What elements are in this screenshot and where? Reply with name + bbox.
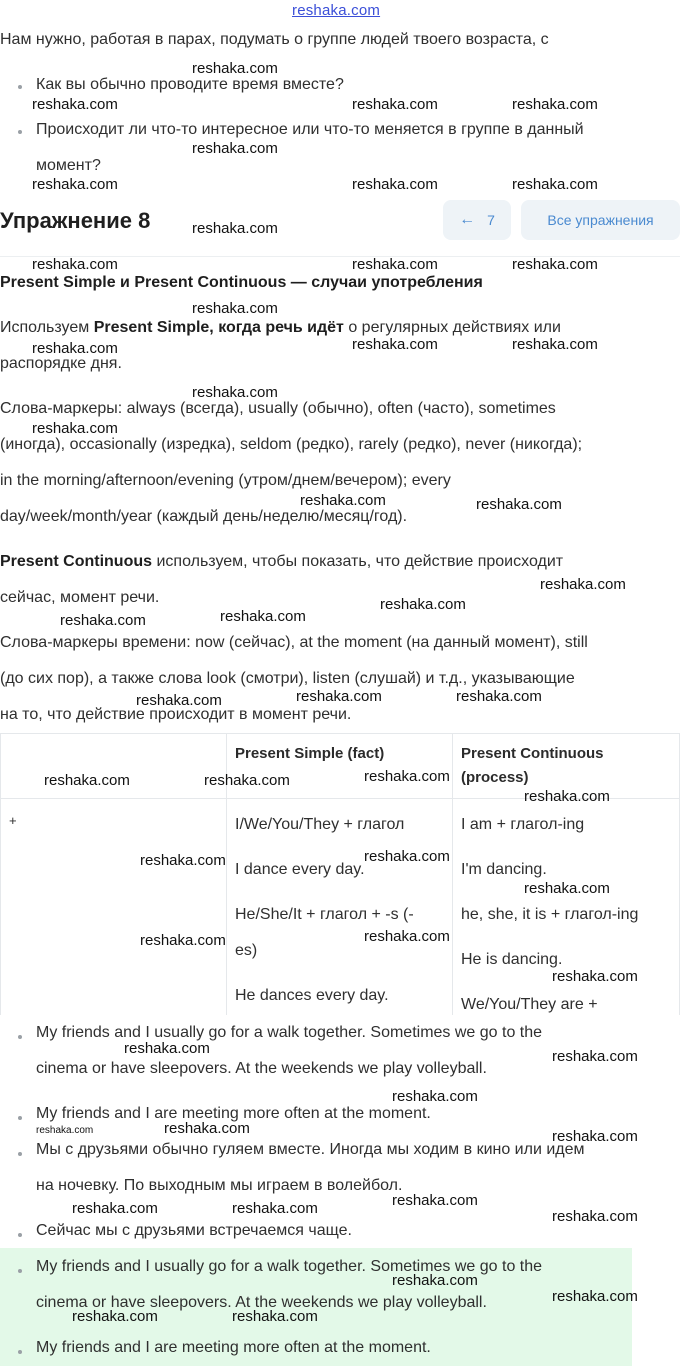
watermark-text: reshaka.com <box>192 140 278 157</box>
markers-line: in the morning/afternoon/evening (утром/днем/вечером); every <box>0 472 451 489</box>
highlighted-item: My friends and I are meeting more often at the moment. <box>36 1339 431 1356</box>
watermark-text: reshaka.com <box>192 384 278 401</box>
markers-line: day/week/month/year (каждый день/неделю/месяц/год). <box>0 508 408 525</box>
watermark-text: reshaka.com <box>364 928 450 945</box>
table-cell: I dance every day. <box>235 861 365 878</box>
question-item: Происходит ли что-то интересное или что-то меняется в группе в данный <box>36 121 584 138</box>
watermark-text: reshaka.com <box>192 60 278 77</box>
watermark-text: reshaka.com <box>192 300 278 317</box>
exercise-title: Упражнение 8 <box>0 208 151 233</box>
watermark-text: reshaka.com <box>552 1128 638 1145</box>
bullet-icon <box>18 130 22 134</box>
markers-line: (иногда), occasionally (изредка), seldom (редко), rarely (редко), never (никогда); <box>0 436 583 453</box>
watermark-text: reshaka.com <box>32 340 118 357</box>
watermark-text: reshaka.com <box>392 1192 478 1209</box>
bullet-icon <box>18 1035 22 1039</box>
watermark-text: reshaka.com <box>232 1308 318 1325</box>
highlighted-item: My friends and I usually go for a walk together. Sometimes we go to the <box>36 1258 543 1275</box>
table-cell: I am + глагол-ing <box>461 816 585 833</box>
watermark-text: reshaka.com <box>456 688 542 705</box>
answer-item-cont: cinema or have sleepovers. At the weekends we play volleyball. <box>36 1060 487 1077</box>
watermark-text: reshaka.com <box>136 692 222 709</box>
table-cell: es) <box>235 942 258 959</box>
arrow-left-icon: ← <box>459 211 476 228</box>
watermark-text: reshaka.com <box>352 96 438 113</box>
markers-line: Слова-маркеры: always (всегда), usually (обычно), often (часто), sometimes <box>0 400 556 417</box>
answer-item-cont: на ночевку. По выходным мы играем в волейбол. <box>36 1177 403 1194</box>
answer-item: My friends and I usually go for a walk together. Sometimes we go to the <box>36 1024 543 1041</box>
watermark-text: reshaka.com <box>552 1208 638 1225</box>
markers-line: (до сих пор), а также слова look (смотри), listen (слушай) и т.д., указывающие <box>0 670 575 687</box>
prev-exercise-number: 7 <box>487 212 495 228</box>
watermark-text: reshaka.com <box>140 932 226 949</box>
watermark-text: reshaka.com <box>364 848 450 865</box>
watermark-text: reshaka.com <box>352 176 438 193</box>
watermark-text: reshaka.com <box>164 1120 250 1137</box>
table-cell: He dances every day. <box>235 987 389 1004</box>
watermark-text: reshaka.com <box>124 1040 210 1057</box>
watermark-text: reshaka.com <box>512 336 598 353</box>
watermark-text: reshaka.com <box>380 596 466 613</box>
bullet-icon <box>18 1116 22 1120</box>
table-header-continuous-2: (process) <box>461 769 529 786</box>
watermark-text: reshaka.com <box>192 220 278 237</box>
watermark-text: reshaka.com <box>552 1288 638 1305</box>
bullet-icon <box>18 85 22 89</box>
intro-text: Нам нужно, работая в парах, подумать о группе людей твоего возраста, с <box>0 31 549 48</box>
watermark-text: reshaka.com <box>524 880 610 897</box>
site-logo-link[interactable]: reshaka.com <box>292 2 381 19</box>
answer-item: Мы с друзьями обычно гуляем вместе. Иногда мы ходим в кино или идем <box>36 1141 585 1158</box>
watermark-text-small: reshaka.com <box>36 1125 94 1136</box>
watermark-text: reshaka.com <box>220 608 306 625</box>
markers-line: на то, что действие происходит в момент речи. <box>0 706 352 723</box>
table-header-continuous: Present Continuous <box>461 745 604 762</box>
watermark-text: reshaka.com <box>476 496 562 513</box>
watermark-text: reshaka.com <box>512 256 598 273</box>
watermark-text: reshaka.com <box>512 96 598 113</box>
table-cell: I/We/You/They + глагол <box>235 816 405 833</box>
markers-line: Слова-маркеры времени: now (сейчас), at the moment (на данный момент), still <box>0 634 588 651</box>
table-row-label: + <box>9 813 17 828</box>
watermark-text: reshaka.com <box>232 1200 318 1217</box>
table-header-simple: Present Simple (fact) <box>235 745 385 762</box>
bullet-icon <box>18 1152 22 1156</box>
bullet-icon <box>18 1350 22 1354</box>
all-exercises-button[interactable]: Все упражнения <box>521 200 680 240</box>
answer-item: Сейчас мы с друзьями встречаемся чаще. <box>36 1222 352 1239</box>
watermark-text: reshaka.com <box>512 176 598 193</box>
theory-paragraph-2: Present Continuous используем, чтобы показать, что действие происходит <box>0 553 564 570</box>
theory-paragraph-2-cont: сейчас, момент речи. <box>0 589 160 606</box>
bullet-icon <box>18 1269 22 1273</box>
watermark-text: reshaka.com <box>300 492 386 509</box>
watermark-text: reshaka.com <box>32 176 118 193</box>
watermark-text: reshaka.com <box>72 1200 158 1217</box>
question-item-continued: момент? <box>36 157 101 174</box>
theory-paragraph-1: Используем Present Simple, когда речь идёт о регулярных действиях или <box>0 319 561 336</box>
watermark-text: reshaka.com <box>296 688 382 705</box>
theory-heading: Present Simple и Present Continuous — случаи употребления <box>0 274 483 291</box>
highlighted-item-cont: cinema or have sleepovers. At the weekends we play volleyball. <box>36 1294 487 1311</box>
watermark-text: reshaka.com <box>140 852 226 869</box>
answer-item: My friends and I are meeting more often at the moment. <box>36 1105 431 1122</box>
watermark-text: reshaka.com <box>364 768 450 785</box>
table-cell: He/She/It + глагол + -s (- <box>235 906 414 923</box>
table-cell: he, she, it is + глагол-ing <box>461 906 639 923</box>
watermark-text: reshaka.com <box>552 968 638 985</box>
question-item: Как вы обычно проводите время вместе? <box>36 76 344 93</box>
theory-paragraph-1-cont: распорядке дня. <box>0 355 122 372</box>
table-cell: He is dancing. <box>461 951 563 968</box>
watermark-text: reshaka.com <box>60 612 146 629</box>
watermark-text: reshaka.com <box>552 1048 638 1065</box>
watermark-text: reshaka.com <box>524 788 610 805</box>
watermark-text: reshaka.com <box>392 1088 478 1105</box>
bullet-icon <box>18 1233 22 1237</box>
watermark-text: reshaka.com <box>392 1272 478 1289</box>
prev-exercise-button[interactable] <box>443 200 511 240</box>
watermark-text: reshaka.com <box>352 336 438 353</box>
watermark-text: reshaka.com <box>352 256 438 273</box>
watermark-text: reshaka.com <box>32 96 118 113</box>
watermark-text: reshaka.com <box>32 256 118 273</box>
watermark-text: reshaka.com <box>44 772 130 789</box>
watermark-text: reshaka.com <box>204 772 290 789</box>
watermark-text: reshaka.com <box>72 1308 158 1325</box>
table-cell: I'm dancing. <box>461 861 547 878</box>
table-cell: We/You/They are + <box>461 996 598 1013</box>
watermark-text: reshaka.com <box>32 420 118 437</box>
watermark-text: reshaka.com <box>540 576 626 593</box>
